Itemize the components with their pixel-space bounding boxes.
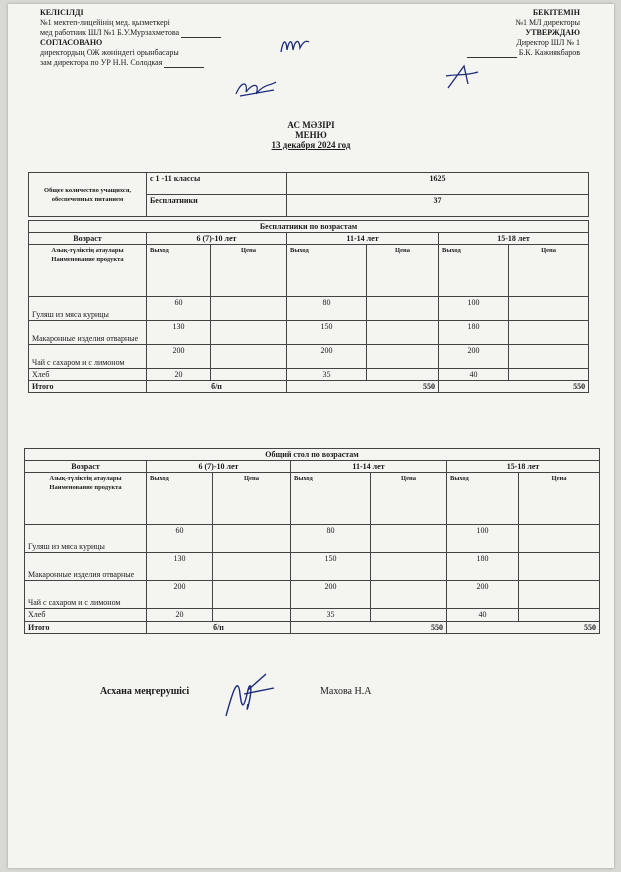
summary-label: Общее количество учащихся, обеспеченных питанием — [29, 173, 147, 217]
age-header: Возраст — [29, 233, 147, 245]
approve-kaz: БЕКІТЕМІН — [532, 8, 580, 17]
medic-role-kaz: №1 мектеп-лицейінің мед. қызметкері — [40, 18, 170, 27]
price-header: Цена — [367, 245, 439, 297]
menu-title-block — [8, 120, 614, 150]
output-value: 200 — [291, 581, 371, 609]
age-group-1: 6 (7)-10 лет — [147, 461, 291, 473]
product-name: Гуляш из мяса курицы — [29, 297, 147, 321]
total-price-3: 550 — [447, 622, 600, 634]
output-value: 35 — [291, 609, 371, 622]
total-price-1: б/п — [147, 381, 287, 393]
approve-rus: УТВЕРЖДАЮ — [525, 28, 580, 37]
canteen-manager-name: Махова Н.А — [320, 686, 372, 697]
output-header: Выход — [439, 245, 509, 297]
deputy-role-kaz: директордың ОЖ жөніндегі орынбасары — [40, 48, 179, 57]
product-name: Гуляш из мяса курицы — [25, 525, 147, 553]
total-label: Итого — [29, 381, 147, 393]
output-value: 130 — [147, 321, 211, 345]
price-header: Цена — [211, 245, 287, 297]
total-row — [29, 381, 589, 393]
table-row — [29, 345, 589, 369]
table-row — [29, 369, 589, 381]
director-name: Б.К. Кажиякбаров — [380, 48, 580, 58]
summary-row2-value: 37 — [287, 195, 589, 217]
age-header: Возраст — [25, 461, 147, 473]
total-price-2: 550 — [291, 622, 447, 634]
price-header: Цена — [509, 245, 589, 297]
output-value: 20 — [147, 369, 211, 381]
table-row — [29, 321, 589, 345]
output-value: 100 — [439, 297, 509, 321]
summary-row1-label: с 1 -11 классы — [147, 173, 287, 195]
total-price-3: 550 — [439, 381, 589, 393]
price-header: Цена — [371, 473, 447, 525]
approval-block-left — [40, 8, 290, 68]
price-header: Цена — [519, 473, 600, 525]
table-row — [25, 553, 600, 581]
summary-row2-label: Бесплатники — [147, 195, 287, 217]
signature-medic — [278, 34, 312, 58]
output-value: 200 — [287, 345, 367, 369]
age-group-3: 15-18 лет — [439, 233, 589, 245]
age-group-1: 6 (7)-10 лет — [147, 233, 287, 245]
product-header: Азық-түліктің атаулары Наименование продукта — [29, 245, 147, 297]
output-value: 150 — [291, 553, 371, 581]
product-name: Чай с сахаром и с лимоном — [25, 581, 147, 609]
age-group-2: 11-14 лет — [291, 461, 447, 473]
general-table — [24, 448, 600, 634]
table-row — [25, 525, 600, 553]
output-value: 20 — [147, 609, 213, 622]
output-value: 200 — [447, 581, 519, 609]
product-name: Хлеб — [29, 369, 147, 381]
output-value: 130 — [147, 553, 213, 581]
output-value: 100 — [447, 525, 519, 553]
output-value: 80 — [291, 525, 371, 553]
output-value: 200 — [439, 345, 509, 369]
document-page — [8, 4, 614, 868]
output-value: 180 — [447, 553, 519, 581]
table2-title: Общий стол по возрастам — [25, 449, 600, 461]
output-value: 40 — [447, 609, 519, 622]
output-value: 150 — [287, 321, 367, 345]
table-row — [25, 581, 600, 609]
menu-date: 13 декабря 2024 год — [271, 140, 351, 150]
output-value: 200 — [147, 345, 211, 369]
summary-table — [28, 172, 589, 217]
director-role-kaz: №1 МЛ директоры — [515, 18, 580, 27]
output-value: 180 — [439, 321, 509, 345]
free-meals-table — [28, 220, 589, 393]
output-header: Выход — [287, 245, 367, 297]
medic-role-rus: мед работник ШЛ №1 Б.У.Мурзахметова — [40, 28, 290, 38]
total-price-2: 550 — [287, 381, 439, 393]
agreed-rus: СОГЛАСОВАНО — [40, 38, 103, 47]
age-group-2: 11-14 лет — [287, 233, 439, 245]
product-name: Макаронные изделия отварные — [29, 321, 147, 345]
signature-director — [442, 62, 482, 92]
output-value: 35 — [287, 369, 367, 381]
product-header: Азық-түліктің атаулары Наименование продукта — [25, 473, 147, 525]
deputy-role-rus: зам директора по УР Н.Н. Солодкая — [40, 58, 290, 68]
title-rus: МЕНЮ — [295, 130, 327, 140]
output-value: 200 — [147, 581, 213, 609]
price-header: Цена — [213, 473, 291, 525]
table-row — [29, 297, 589, 321]
output-header: Выход — [147, 473, 213, 525]
total-row — [25, 622, 600, 634]
output-header: Выход — [291, 473, 371, 525]
summary-row1-value: 1625 — [287, 173, 589, 195]
product-name: Чай с сахаром и с лимоном — [29, 345, 147, 369]
canteen-manager-label: Асхана меңгерушісі — [100, 686, 190, 697]
signature-deputy — [232, 76, 280, 102]
total-price-1: б/п — [147, 622, 291, 634]
table1-title: Бесплатники по возрастам — [29, 221, 589, 233]
output-value: 40 — [439, 369, 509, 381]
table-row — [25, 609, 600, 622]
product-name: Хлеб — [25, 609, 147, 622]
output-value: 80 — [287, 297, 367, 321]
output-header: Выход — [147, 245, 211, 297]
product-name: Макаронные изделия отварные — [25, 553, 147, 581]
output-value: 60 — [147, 525, 213, 553]
director-role-rus: Директор ШЛ № 1 — [516, 38, 580, 47]
output-value: 60 — [147, 297, 211, 321]
title-kaz: АС МӘЗІРІ — [287, 120, 335, 130]
approval-block-right — [380, 8, 580, 58]
output-header: Выход — [447, 473, 519, 525]
signature-canteen-manager — [218, 664, 278, 724]
age-group-3: 15-18 лет — [447, 461, 600, 473]
agreed-kaz: КЕЛІСІЛДІ — [40, 8, 84, 17]
total-label: Итого — [25, 622, 147, 634]
